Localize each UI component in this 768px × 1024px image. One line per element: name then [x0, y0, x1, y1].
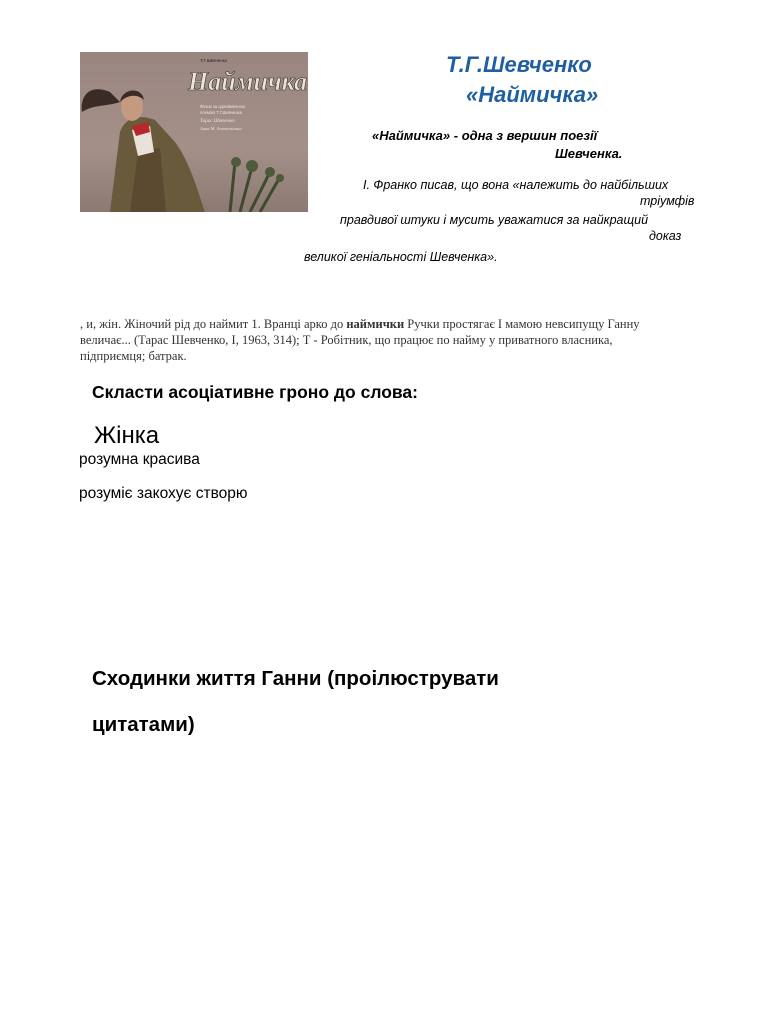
page-title-heading: «Наймичка» [466, 82, 599, 107]
subtitle-quoted-title: «Наймичка» [372, 128, 451, 143]
subtitle-line-2: Шевченка. [555, 146, 623, 161]
dictionary-part-2: Ручки простягає І мамою невсипущу Ганну величає... (Тарас Шевченко, І, 1963, 314); Т - Робітник, що працює по найму у приватного власника, підприємця; батрак. [80, 317, 640, 363]
association-word: Жінка [94, 422, 160, 449]
subtitle-line-1 [372, 128, 597, 143]
franko-quote-line-5: великої геніальності Шевченка». [304, 250, 498, 264]
life-stairs-heading-line-2: цитатами) [92, 713, 195, 736]
poster-line-4: Анна М. Анатольєвна [200, 126, 242, 131]
franko-quote-line-1: І. Франко писав, що вона «належить до найбільших [363, 178, 669, 192]
dictionary-bold-word: наймички [346, 317, 405, 331]
life-stairs-heading-line-1: Сходинки життя Ганни (проілюструвати [92, 667, 499, 690]
page-author-heading: Т.Г.Шевченко [446, 52, 592, 77]
poster-line-3: Тарас Шевченко [200, 119, 235, 124]
dictionary-definition [80, 316, 680, 364]
poster-line-2: поемою Т.Г.Шевченка [200, 110, 242, 115]
film-poster-image [80, 52, 308, 212]
association-line-1: розумна красива [79, 451, 200, 468]
franko-quote-line-2: тріумфів [640, 194, 695, 208]
poster-top-caption: Т.Г.Шевченко [200, 58, 228, 63]
dictionary-part-1: , и, жін. Жіночий рід до наймит 1. Вранці арко до [80, 317, 347, 331]
subtitle-rest: - одна з вершин поезії [450, 128, 598, 143]
franko-quote-line-3: правдивої штуки і мусить уважатися за найкращий [340, 213, 649, 227]
association-task-heading: Скласти асоціативне гроно до слова: [92, 382, 418, 402]
association-line-2: розуміє закохує створю [79, 485, 248, 502]
poster-title: Наймичка [188, 67, 308, 96]
poster-line-1: Фільм за однойменною [200, 104, 246, 109]
franko-quote-line-4: доказ [649, 229, 682, 243]
